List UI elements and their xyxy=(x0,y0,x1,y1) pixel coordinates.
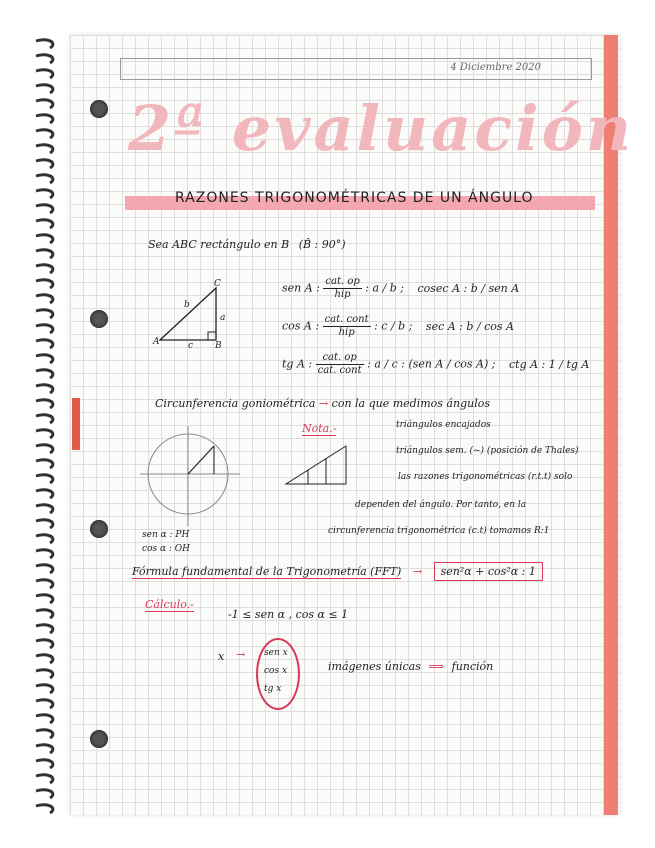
spiral-ring xyxy=(36,145,53,153)
spiral-ring xyxy=(36,85,53,93)
spiral-ring xyxy=(36,475,53,483)
spiral-ring xyxy=(36,445,53,453)
function-item: cos x xyxy=(264,666,288,676)
spiral-ring xyxy=(36,505,53,513)
spiral-ring xyxy=(36,595,53,603)
unit-circle xyxy=(136,422,246,532)
spiral-ring xyxy=(36,640,53,648)
spiral-ring xyxy=(36,580,53,588)
note-line: dependen del ángulo. Por tanto, en la xyxy=(355,500,527,510)
spiral-ring xyxy=(36,700,53,708)
side-a: a xyxy=(220,313,226,323)
punch-hole xyxy=(90,310,108,328)
spiral-ring xyxy=(36,730,53,738)
spiral-ring xyxy=(36,715,53,723)
spiral-ring xyxy=(36,610,53,618)
spiral-ring xyxy=(36,130,53,138)
map-arrow: → xyxy=(236,648,246,661)
spiral-ring xyxy=(36,790,53,798)
punch-hole xyxy=(90,100,108,118)
intro-text: Sea ABC rectángulo en B (B̂ : 90°) xyxy=(148,238,346,251)
spiral-binding xyxy=(0,35,62,815)
cos-label: cos α : OH xyxy=(142,544,190,554)
spiral-ring xyxy=(36,100,53,108)
spiral-ring xyxy=(36,280,53,288)
spiral-ring xyxy=(36,550,53,558)
spiral-ring xyxy=(36,235,53,243)
spiral-ring xyxy=(36,625,53,633)
spiral-ring xyxy=(36,310,53,318)
function-item: tg x xyxy=(264,684,282,694)
section-subtitle: RAZONES TRIGONOMÉTRICAS DE UN ÁNGULO xyxy=(175,190,534,206)
spiral-ring xyxy=(36,370,53,378)
page-title: 2ª evaluación xyxy=(128,92,635,165)
calculo-label: Cálculo.- xyxy=(145,598,194,611)
spiral-ring xyxy=(36,160,53,168)
spiral-ring xyxy=(36,355,53,363)
spiral-ring xyxy=(36,190,53,198)
spiral-ring xyxy=(36,775,53,783)
vertex-a: A xyxy=(153,337,160,347)
fft-row: Fórmula fundamental de la Trigonometría (FFT) → sen²α + cos²α : 1 xyxy=(132,565,543,578)
note-line: triángulos encajados xyxy=(396,420,491,430)
spiral-ring xyxy=(36,325,53,333)
var-x: x xyxy=(218,650,225,663)
function-item: sen x xyxy=(264,648,288,658)
spiral-ring xyxy=(36,40,53,48)
circ-label: Circunferencia goniométrica → con la que medimos ángulos xyxy=(155,397,490,410)
spiral-ring xyxy=(36,175,53,183)
note-line: circunferencia trigonométrica (c.t) tomamos R:1 xyxy=(328,526,550,536)
spiral-ring xyxy=(36,745,53,753)
spiral-ring xyxy=(36,655,53,663)
note-line: triángulos sem. (~) (posición de Thales) xyxy=(396,446,579,456)
spiral-ring xyxy=(36,385,53,393)
spiral-ring xyxy=(36,535,53,543)
vertex-b: B xyxy=(215,341,222,351)
similar-triangles xyxy=(284,444,354,486)
ratio-row: sen A : $\frac{\text{cat. op}}{\text{hip}}$ : a / b ; cosec A : b / sen A xyxy=(282,276,520,300)
spiral-ring xyxy=(36,295,53,303)
spiral-ring xyxy=(36,70,53,78)
spiral-ring xyxy=(36,430,53,438)
spiral-ring xyxy=(36,55,53,63)
ratio-row: cos A : $\frac{\text{cat. cont}}{\text{hip}}$ : c / b ; sec A : b / cos A xyxy=(282,314,514,338)
note-label: Nota.- xyxy=(302,422,337,435)
punch-hole xyxy=(90,730,108,748)
spiral-ring xyxy=(36,115,53,123)
spiral-ring xyxy=(36,250,53,258)
side-b: b xyxy=(184,300,190,310)
vertex-c: C xyxy=(214,279,221,289)
range: -1 ≤ sen α , cos α ≤ 1 xyxy=(228,608,349,621)
spiral-ring xyxy=(36,265,53,273)
spiral-ring xyxy=(36,760,53,768)
ratio-row: tg A : $\frac{\text{cat. op}}{\text{cat. cont}}$ : a / c : (sen A / cos A) ; ctg A : 1 / tg A xyxy=(282,352,590,376)
sen-label: sen α : PH xyxy=(142,530,190,540)
punch-hole xyxy=(90,520,108,538)
spiral-ring xyxy=(36,220,53,228)
spiral-ring xyxy=(36,685,53,693)
note-line: las razones trigonométricas (r.t.t) solo xyxy=(398,472,573,482)
spiral-ring xyxy=(36,490,53,498)
spiral-ring xyxy=(36,460,53,468)
spiral-ring xyxy=(36,415,53,423)
spiral-ring xyxy=(36,565,53,573)
images-row: imágenes únicas ⟹ función xyxy=(328,660,494,673)
date: 4 Diciembre 2020 xyxy=(450,62,541,73)
spiral-ring xyxy=(36,670,53,678)
fft-formula: sen²α + cos²α : 1 xyxy=(434,562,543,581)
spiral-rings xyxy=(0,35,62,815)
date-box xyxy=(120,58,592,80)
spiral-ring xyxy=(36,340,53,348)
spiral-ring xyxy=(36,520,53,528)
spiral-ring xyxy=(36,205,53,213)
page-tab xyxy=(72,398,80,450)
side-c: c xyxy=(188,341,194,351)
spiral-ring xyxy=(36,400,53,408)
spiral-ring xyxy=(36,805,53,813)
